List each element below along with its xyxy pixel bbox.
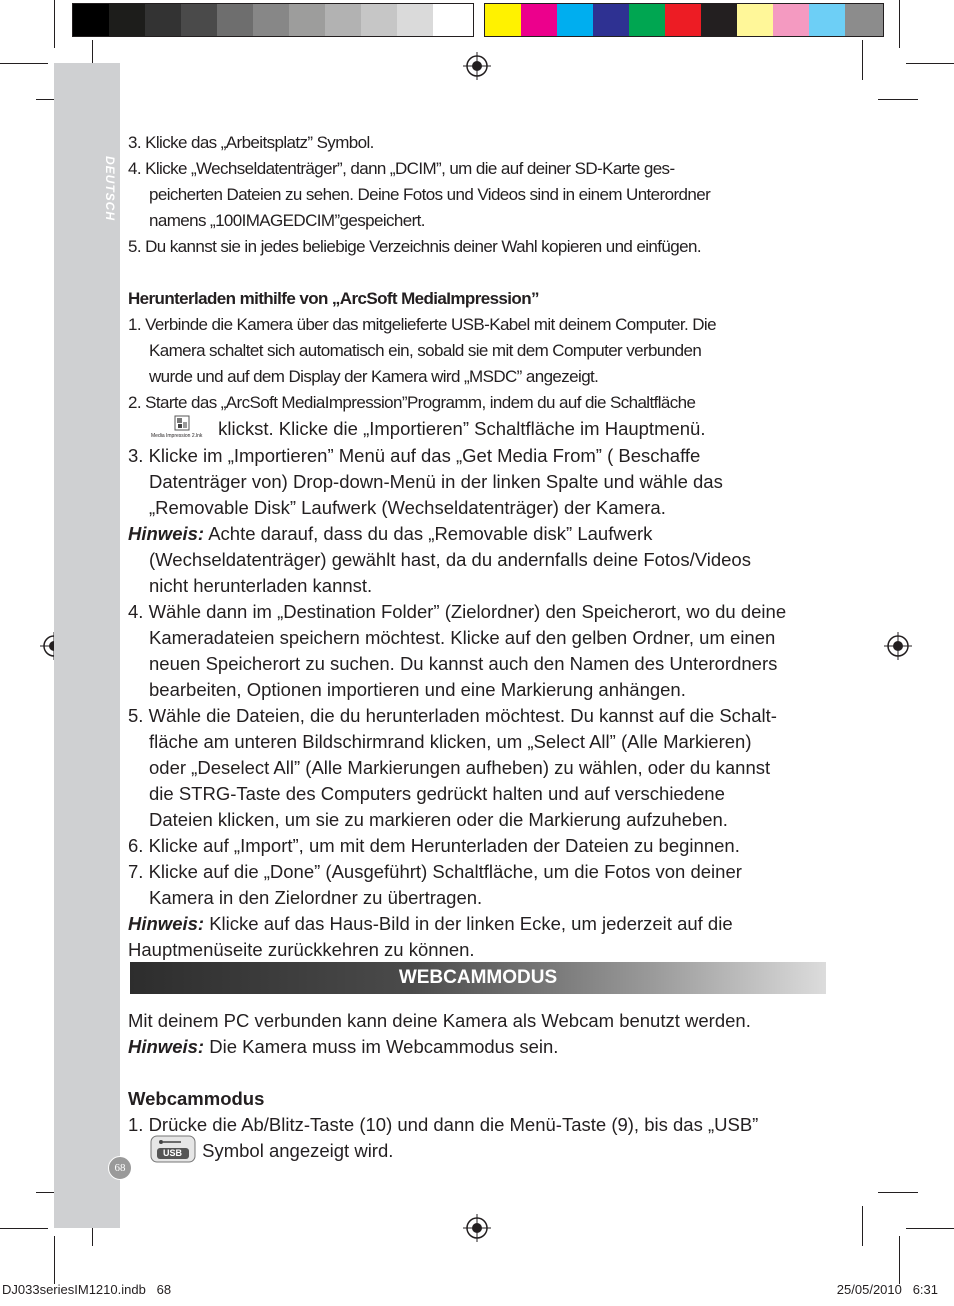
- text-line: nicht herunterladen kannst.: [149, 575, 373, 597]
- text-line: namens „100IMAGEDCIM”gespeichert.: [149, 211, 425, 230]
- swatch: [557, 4, 593, 36]
- usb-icon-text: USB: [163, 1148, 183, 1159]
- text-line: Kamera in den Zielordner zu übertragen.: [149, 887, 483, 909]
- text-line: 4. Wähle dann im „Destination Folder” (Zielordner) den Speicherort, wo du deine: [128, 601, 787, 623]
- section-banner: WEBCAMMODUS: [130, 962, 826, 994]
- swatch: [521, 4, 557, 36]
- text-line: Hauptmenüseite zurückkehren zu können.: [128, 939, 475, 961]
- crop-mark: [906, 1228, 954, 1229]
- text-line: [128, 1034, 828, 1060]
- registration-mark-icon: [463, 52, 491, 80]
- registration-mark-icon: [463, 1214, 491, 1242]
- crop-mark: [906, 63, 954, 64]
- crop-mark: [0, 1228, 48, 1229]
- language-label: DEUTSCH: [103, 156, 117, 222]
- text-line: bearbeiten, Optionen importieren und eine Markierung anhängen.: [149, 679, 686, 701]
- crop-mark: [899, 0, 900, 48]
- hint-label: Hinweis:: [128, 913, 205, 935]
- swatch: [397, 4, 433, 36]
- crop-mark: [862, 40, 863, 80]
- swatch: [629, 4, 665, 36]
- text-line: 7. Klicke auf die „Done” (Ausgeführt) Schaltfläche, um die Fotos von deiner: [128, 861, 742, 883]
- text-fragment: Klicke auf das Haus-Bild in der linken Ecke, um jederzeit auf die: [204, 913, 733, 935]
- process-color-bar: [484, 3, 884, 37]
- swatch: [73, 4, 109, 36]
- text-line: [128, 521, 828, 547]
- swatch: [181, 4, 217, 36]
- text-line: fläche am unteren Bildschirmrand klicken, um „Select All” (Alle Markieren): [149, 731, 752, 753]
- text-line: Mit deinem PC verbunden kann deine Kamera als Webcam benutzt werden.: [128, 1010, 751, 1031]
- text-fragment: Achte darauf, dass du das „Removable disk” Laufwerk: [204, 523, 653, 545]
- swatch: [809, 4, 845, 36]
- webcam-content: [128, 1008, 828, 1166]
- text-fragment: Symbol angezeigt wird.: [197, 1140, 394, 1161]
- registration-mark-icon: [884, 632, 912, 660]
- text-line: peicherten Dateien zu sehen. Deine Fotos und Videos sind in einem Unterordner: [149, 185, 711, 204]
- text-line: 1. Drücke die Ab/Blitz-Taste (10) und dann die Menü-Taste (9), bis das „USB”: [128, 1114, 759, 1135]
- text-line: 1. Verbinde die Kamera über das mitgelieferte USB-Kabel mit deinem Computer. Die: [128, 315, 716, 334]
- swatch: [361, 4, 397, 36]
- text-line: [128, 1138, 828, 1166]
- swatch: [665, 4, 701, 36]
- section-heading: Herunterladen mithilfe von „ArcSoft MediaImpression”: [128, 289, 539, 308]
- text-line: 3. Klicke das „Arbeitsplatz” Symbol.: [128, 133, 374, 152]
- text-line: Kameradateien speichern möchtest. Klicke auf den gelben Ordner, um einen: [149, 627, 776, 649]
- text-line: (Wechseldatenträger) gewählt hast, da du andernfalls deine Fotos/Videos: [149, 549, 751, 571]
- crop-mark: [862, 1206, 863, 1246]
- language-sidebar: [54, 63, 120, 1228]
- media-impression-shortcut-icon: [149, 417, 213, 443]
- swatch: [593, 4, 629, 36]
- hint-label: Hinweis:: [128, 1036, 205, 1057]
- page-number: 68: [108, 1156, 132, 1180]
- footer-date: 25/05/2010 6:31: [836, 1282, 938, 1297]
- shortcut-caption: Media Impression 2.lnk: [151, 433, 203, 440]
- text-line: Kamera schaltet sich automatisch ein, sobald sie mit dem Computer verbunden: [149, 341, 702, 360]
- usb-icon: [149, 1138, 197, 1166]
- swatch: [145, 4, 181, 36]
- crop-mark: [54, 1236, 55, 1284]
- crop-mark: [878, 99, 918, 100]
- text-line: [128, 416, 828, 443]
- text-line: 4. Klicke „Wechseldatenträger”, dann „DCIM”, um die auf deiner SD-Karte ges-: [128, 159, 675, 178]
- swatch: [253, 4, 289, 36]
- crop-mark: [54, 0, 55, 48]
- text-line: Dateien klicken, um sie zu markieren oder die Markierung aufzuheben.: [149, 809, 728, 831]
- text-line: 5. Du kannst sie in jedes beliebige Verzeichnis deiner Wahl kopieren und einfügen.: [128, 237, 701, 256]
- text-line: „Removable Disk” Laufwerk (Wechseldatenträger) der Kamera.: [149, 497, 666, 519]
- swatch: [217, 4, 253, 36]
- text-fragment: klickst. Klicke die „Importieren” Schaltfläche im Hauptmenü.: [213, 418, 706, 439]
- text-line: neuen Speicherort zu suchen. Du kannst auch den Namen des Unterordners: [149, 653, 778, 675]
- text-line: 6. Klicke auf „Import”, um mit dem Herunterladen der Dateien zu beginnen.: [128, 835, 740, 857]
- swatch: [701, 4, 737, 36]
- text-line: 2. Starte das „ArcSoft MediaImpression”Programm, indem du auf die Schaltfläche: [128, 393, 696, 412]
- text-line: die STRG-Taste des Computers gedrückt halten und auf verschiedene: [149, 783, 725, 805]
- page-content: [128, 130, 828, 963]
- text-line: Datenträger von) Drop-down-Menü in der linken Spalte und wähle das: [149, 471, 723, 493]
- crop-mark: [899, 1236, 900, 1284]
- text-line: wurde und auf dem Display der Kamera wird „MSDC” angezeigt.: [149, 367, 599, 386]
- swatch: [109, 4, 145, 36]
- text-fragment: Die Kamera muss im Webcammodus sein.: [204, 1036, 559, 1057]
- crop-mark: [878, 1192, 918, 1193]
- hint-label: Hinweis:: [128, 523, 205, 545]
- text-line: [128, 911, 828, 937]
- swatch: [289, 4, 325, 36]
- swatch: [485, 4, 521, 36]
- section-heading: Webcammodus: [128, 1088, 265, 1109]
- swatch: [433, 4, 473, 36]
- swatch: [845, 4, 883, 36]
- text-line: 3. Klicke im „Importieren” Menü auf das „Get Media From” ( Beschaffe: [128, 445, 701, 467]
- swatch: [773, 4, 809, 36]
- footer-file-info: DJ033seriesIM1210.indb 68: [2, 1282, 172, 1297]
- swatch: [737, 4, 773, 36]
- text-line: 5. Wähle die Dateien, die du herunterladen möchtest. Du kannst auf die Schalt-: [128, 705, 777, 727]
- gray-color-bar: [72, 3, 474, 37]
- text-line: oder „Deselect All” (Alle Markierungen aufheben) zu wählen, oder du kannst: [149, 757, 771, 779]
- crop-mark: [0, 63, 48, 64]
- swatch: [325, 4, 361, 36]
